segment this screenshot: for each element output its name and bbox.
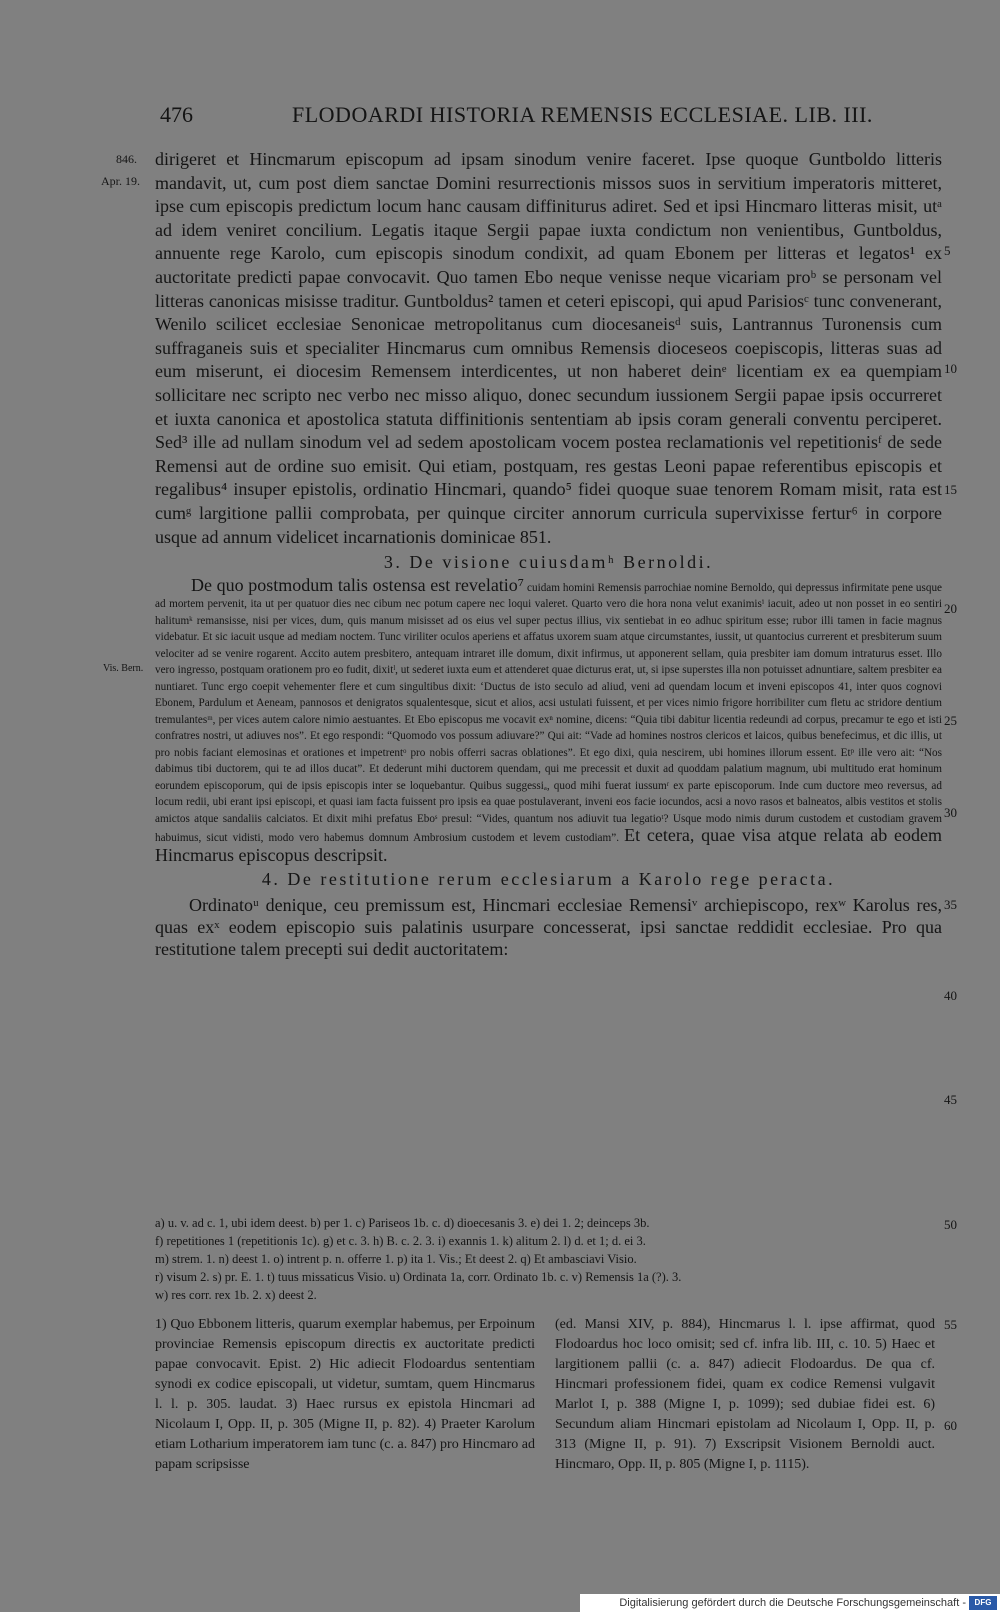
section-heading-3: 3. De visione cuiusdamʰ Bernoldi. xyxy=(383,552,714,573)
line-number: 60 xyxy=(944,1418,957,1433)
margin-source: Vis. Bern. xyxy=(103,663,144,674)
vision-close: Et cetera, quae visa atque relata ab eodem Hincmarus episcopus descripsit. xyxy=(155,825,942,865)
vision-lead: De quo postmodum talis ostensa est revelatio⁷ xyxy=(191,574,525,595)
page-number: 476 xyxy=(160,102,193,127)
line-number: 25 xyxy=(944,713,957,728)
line-number: 55 xyxy=(944,1317,957,1332)
margin-date: Apr. 19. xyxy=(101,174,140,188)
digitization-credit xyxy=(580,1594,1000,1612)
line-number: 30 xyxy=(944,805,957,820)
margin-year: 846. xyxy=(116,152,137,166)
paragraph-guntboldo: dirigeret et Hincmarum episcopum ad ipsam sinodum venire faceret. Ipse quoque Guntboldo litteris mandavit, ut, cum post diem sanctae Domini resurrectionis missos suos in servitium imperatoris mitteret, ipse cum episcopis predictum locum hanc causam diffiniturus adiret. Sed et ipsi Hincmaro litteras misit, utᵃ ad idem veniret concilium. Legatis itaque Sergii papae iuxta condictum non venientibus, Guntboldus, annuente rege Karolo, cum episcopis sinodum condixit, ad quam Ebonem per litteras et legatos¹ ex auctoritate predicti papae convocavit. Quo tamen Ebo neque venisse neque vicariam proᵇ se personam vel litteras canonicas misisse traditur. Guntboldus² tamen et ceteri episcopi, qui apud Parisiosᶜ tunc convenerant, Wenilo scilicet ecclesiae Senonicae metropolitanus cum diocesaneisᵈ suis, Lantrannus Turonensis cum suffraganeis suis et specialiter Hincmarus cum omnibus Remensis dioceseos coepiscopis, litteras suas ad eum miserunt, ei diocesim Remensem interdicentes, ut non haberet deinᵉ licentiam ex ea quempiam sollicitare nec scripto nec verbo nec misso aliquo, donec secundum iussionem Sergii papae ipsis occurreret et iuxta canonica et apostolica statuta diffinitionis sententiam ab ipsis coram generali conventu perciperet. Sed³ ille ad nullam sinodum vel ad sedem apostolicam vocem postea reclamationis vel repetitionisᶠ de sede Remensi aut de ordine suo emisit. Qui etiam, postquam, res gestas Leoni papae referentibus episcopis et regalibus⁴ insuper epistolis, ordinatio Hincmari, quando⁵ fidei quoque suae tenorem Romam misit, rata est cumᵍ largitione pallii comprobata, per quinque circiter annorum curricula supervixisse fertur⁶ in corpore usque ad annum videlicet incarnationis dominicae 851. xyxy=(155,149,942,547)
paragraph-restitution: Ordinatoᵘ denique, ceu premissum est, Hincmari ecclesiae Remensiᵛ archiepiscopo, rexʷ Karolus res, quas exˣ eodem episcopio suis palatinis usurpare concesserat, ipsi sanctae reddidit ecclesiae. Pro qua restitutione talem precepti sui dedit auctoritatem: xyxy=(155,894,942,959)
footnotes-right-column xyxy=(555,1315,935,1475)
line-number: 35 xyxy=(944,897,957,912)
apparatus-line: w) res corr. rex 1b. 2. x) deest 2. xyxy=(155,1288,317,1302)
footnotes-left-text: 1) Quo Ebbonem litteris, quarum exemplar habemus, per Erpoinum provinciae Remensis episcopum directis ex auctoritate predicti papae convocavit. Epist. 2) Hic adiecit Flodoardus sententiam synodi ex codice episcopali, ut videtur, sumtam, quem Hincmarus l. l. p. 305. laudat. 3) Haec rursus ex epistola Hincmari ad Nicolaum I, Opp. II, p. 305 (Migne II, p. 82). 4) Praeter Karolum etiam Lotharium imperatorem iam tunc (c. a. 847) pro Hincmaro ad papam scripsisse xyxy=(155,1317,535,1472)
running-title: FLODOARDI HISTORIA REMENSIS ECCLESIAE. LIB. III. xyxy=(292,102,873,127)
apparatus-line: r) visum 2. s) pr. E. 1. t) tuus missaticus Visio. u) Ordinata 1a, corr. Ordinato 1b. c. v) Remensis 1a (?). 3. xyxy=(155,1270,682,1284)
line-number: 45 xyxy=(944,1092,957,1107)
footnotes-right-text: (ed. Mansi XIV, p. 884), Hincmarus l. l. ipse affirmat, quod Flodoardus hoc loco omisit; sed cf. infra lib. III, c. 10. 5) Haec et largitionem pallii (c. a. 847) adiecit Flodoardus. De qua cf. Hincmari professionem fidei, quam ex codice Remensi vulgavit Marlot I, p. 388 (Migne I, p. 1099); sed dubiae fidei est. 6) Secundum aliam Hincmari epistolam ad Nicolaum I, Opp. II, p. 313 (Migne II, p. 91). 7) Exscripsit Visionem Bernoldi auct. Hincmaro, Opp. II, p. 805 (Migne I, p. 1115). xyxy=(555,1317,935,1472)
line-number: 20 xyxy=(944,601,957,616)
main-text xyxy=(155,148,942,960)
apparatus-line: a) u. v. ad c. 1, ubi idem deest. b) per 1. c) Pariseos 1b. c. d) dioecesanis 3. e) dei 1. 2; deinceps 3b. xyxy=(155,1216,650,1230)
apparatus-line: f) repetitiones 1 (repetitionis 1c). g) et c. 3. h) B. c. 2. 3. i) exannis 1. k) alitum 2. l) d. et 1; d. ei 3. xyxy=(155,1234,646,1248)
footnotes-left-column xyxy=(155,1315,535,1475)
line-number: 40 xyxy=(944,988,957,1003)
dfg-logo: DFG xyxy=(969,1596,997,1610)
apparatus-line: m) strem. 1. n) deest 1. o) intrent p. n. offerre 1. p) ita 1. Vis.; Et deest 2. q) Et ambasciavi Visio. xyxy=(155,1252,637,1266)
vision-text: cuidam homini Remensis parrochiae nomine Bernoldo, qui depressus infirmitate pene usque ad mortem pervenit, ita ut per quatuor dies nec cibum nec potum capere nec loqui valeret. Quarto vero die hora nona velut exanimisⁱ iacuit, adeo ut non posset in eo sentiri halitumᵏ remansisse, nisi per vices, dum, quis manum misisset ad os eius vel super pectus illius, vix sentiebat in eo adhuc spiritum esse; rubor illi tamen in facie magnus videbatur. Et sic iacuit usque ad mediam noctem. Tunc viriliter oculos aperiens et affatus uxorem suam atque circumstantes, iussit, ut quantocius currerent et presbiterum suum velociter ad se venire rogarent. Accito autem presbitero, antequam intraret ille domum, dixit infirmus, ut apponerent sellam, quia presbiter iam domum intraturus esset. Illo vero ingresso, postquam orationem pro eo fudit, dixitˡ, ut sederet iuxta eum et attenderet quae dicturus erat, ut, si ipse superstes illa non potuisset adnuntiare, saltem presbiter ea nuntiaret. Tunc ergo coepit vehementer flere et cum singultibus dixit: ‘Ductus de isto seculo ad aliud, veni ad quendam locum et inveni episcopos 41, inter quos cognovi Ebonem, Pardulum et Aeneam, pannosos et denigratos squalentesque, sicut et alios, acsi ustulati fuissent, et per vices nimio frigore horribiliter cum fletu ac stridore dentium tremulantesᵐ, per vices autem calore nimio aestuantes. Et Ebo episcopus me vocavit exⁿ nomine, dicens: “Quia tibi dabitur licentia redeundi ad corpus, precamur te ego et isti confratres nostri, ut adiuves nos”. Et ego respondi: “Quomodo vos possum adiuvare?” Qui ait: “Vade ad homines nostros clericos et laicos, quibus benefecimus, et dic illis, ut pro nobis faciant elemosinas et orationes et impetrentᵒ pro nobis offerri sacras oblationes”. Et ego dixi, quia nescirem, ubi homines illorum essent. Etᵖ ille vero ait: “Nos dabimus tibi ductorem, qui te ad illos ducat”. Et dederunt mihi ductorem quendam, qui me precessit et duxit ad quoddam palatium magnum, ubi multitudo erat hominum eorundem episcoporum, qui de ipsis episcopis inter se loquebantur. Quibus suggessiₐ, quod mihi fuerat iussumʳ ex parte episcoporum. Inde cum ductore meo reversus, ad locum redii, ubi erant ipsi episcopi, et quasi iam facta fuissent pro ipsis ea quae postulaverant, inveni eos facie iocundos, acsi a novo rasos et balneatos, albis vestitos et stolis amictos atque sandaliis calciatos. Et dixit mihi prefatus Eboˢ presul: “Vides, quantum nos adiuvit tua legatioᵗ? Usque modo nimis durum custodem et custodiam gravem habuimus, sicut vidisti, modo vero habemus domnum Ambrosium custodem et levem custodiam”. xyxy=(155,581,943,845)
line-number: 5 xyxy=(944,243,951,258)
line-number: 10 xyxy=(944,361,957,376)
vision-paragraph xyxy=(155,574,943,867)
credit-text: Digitalisierung gefördert durch die Deutsche Forschungsgemeinschaft - xyxy=(619,1597,966,1609)
section-heading-4: 4. De restitutione rerum ecclesiarum a Karolo rege peracta. xyxy=(261,869,836,890)
line-number: 50 xyxy=(944,1217,957,1232)
critical-apparatus xyxy=(155,1214,935,1304)
page-header xyxy=(0,94,1000,134)
line-number: 15 xyxy=(944,482,957,497)
